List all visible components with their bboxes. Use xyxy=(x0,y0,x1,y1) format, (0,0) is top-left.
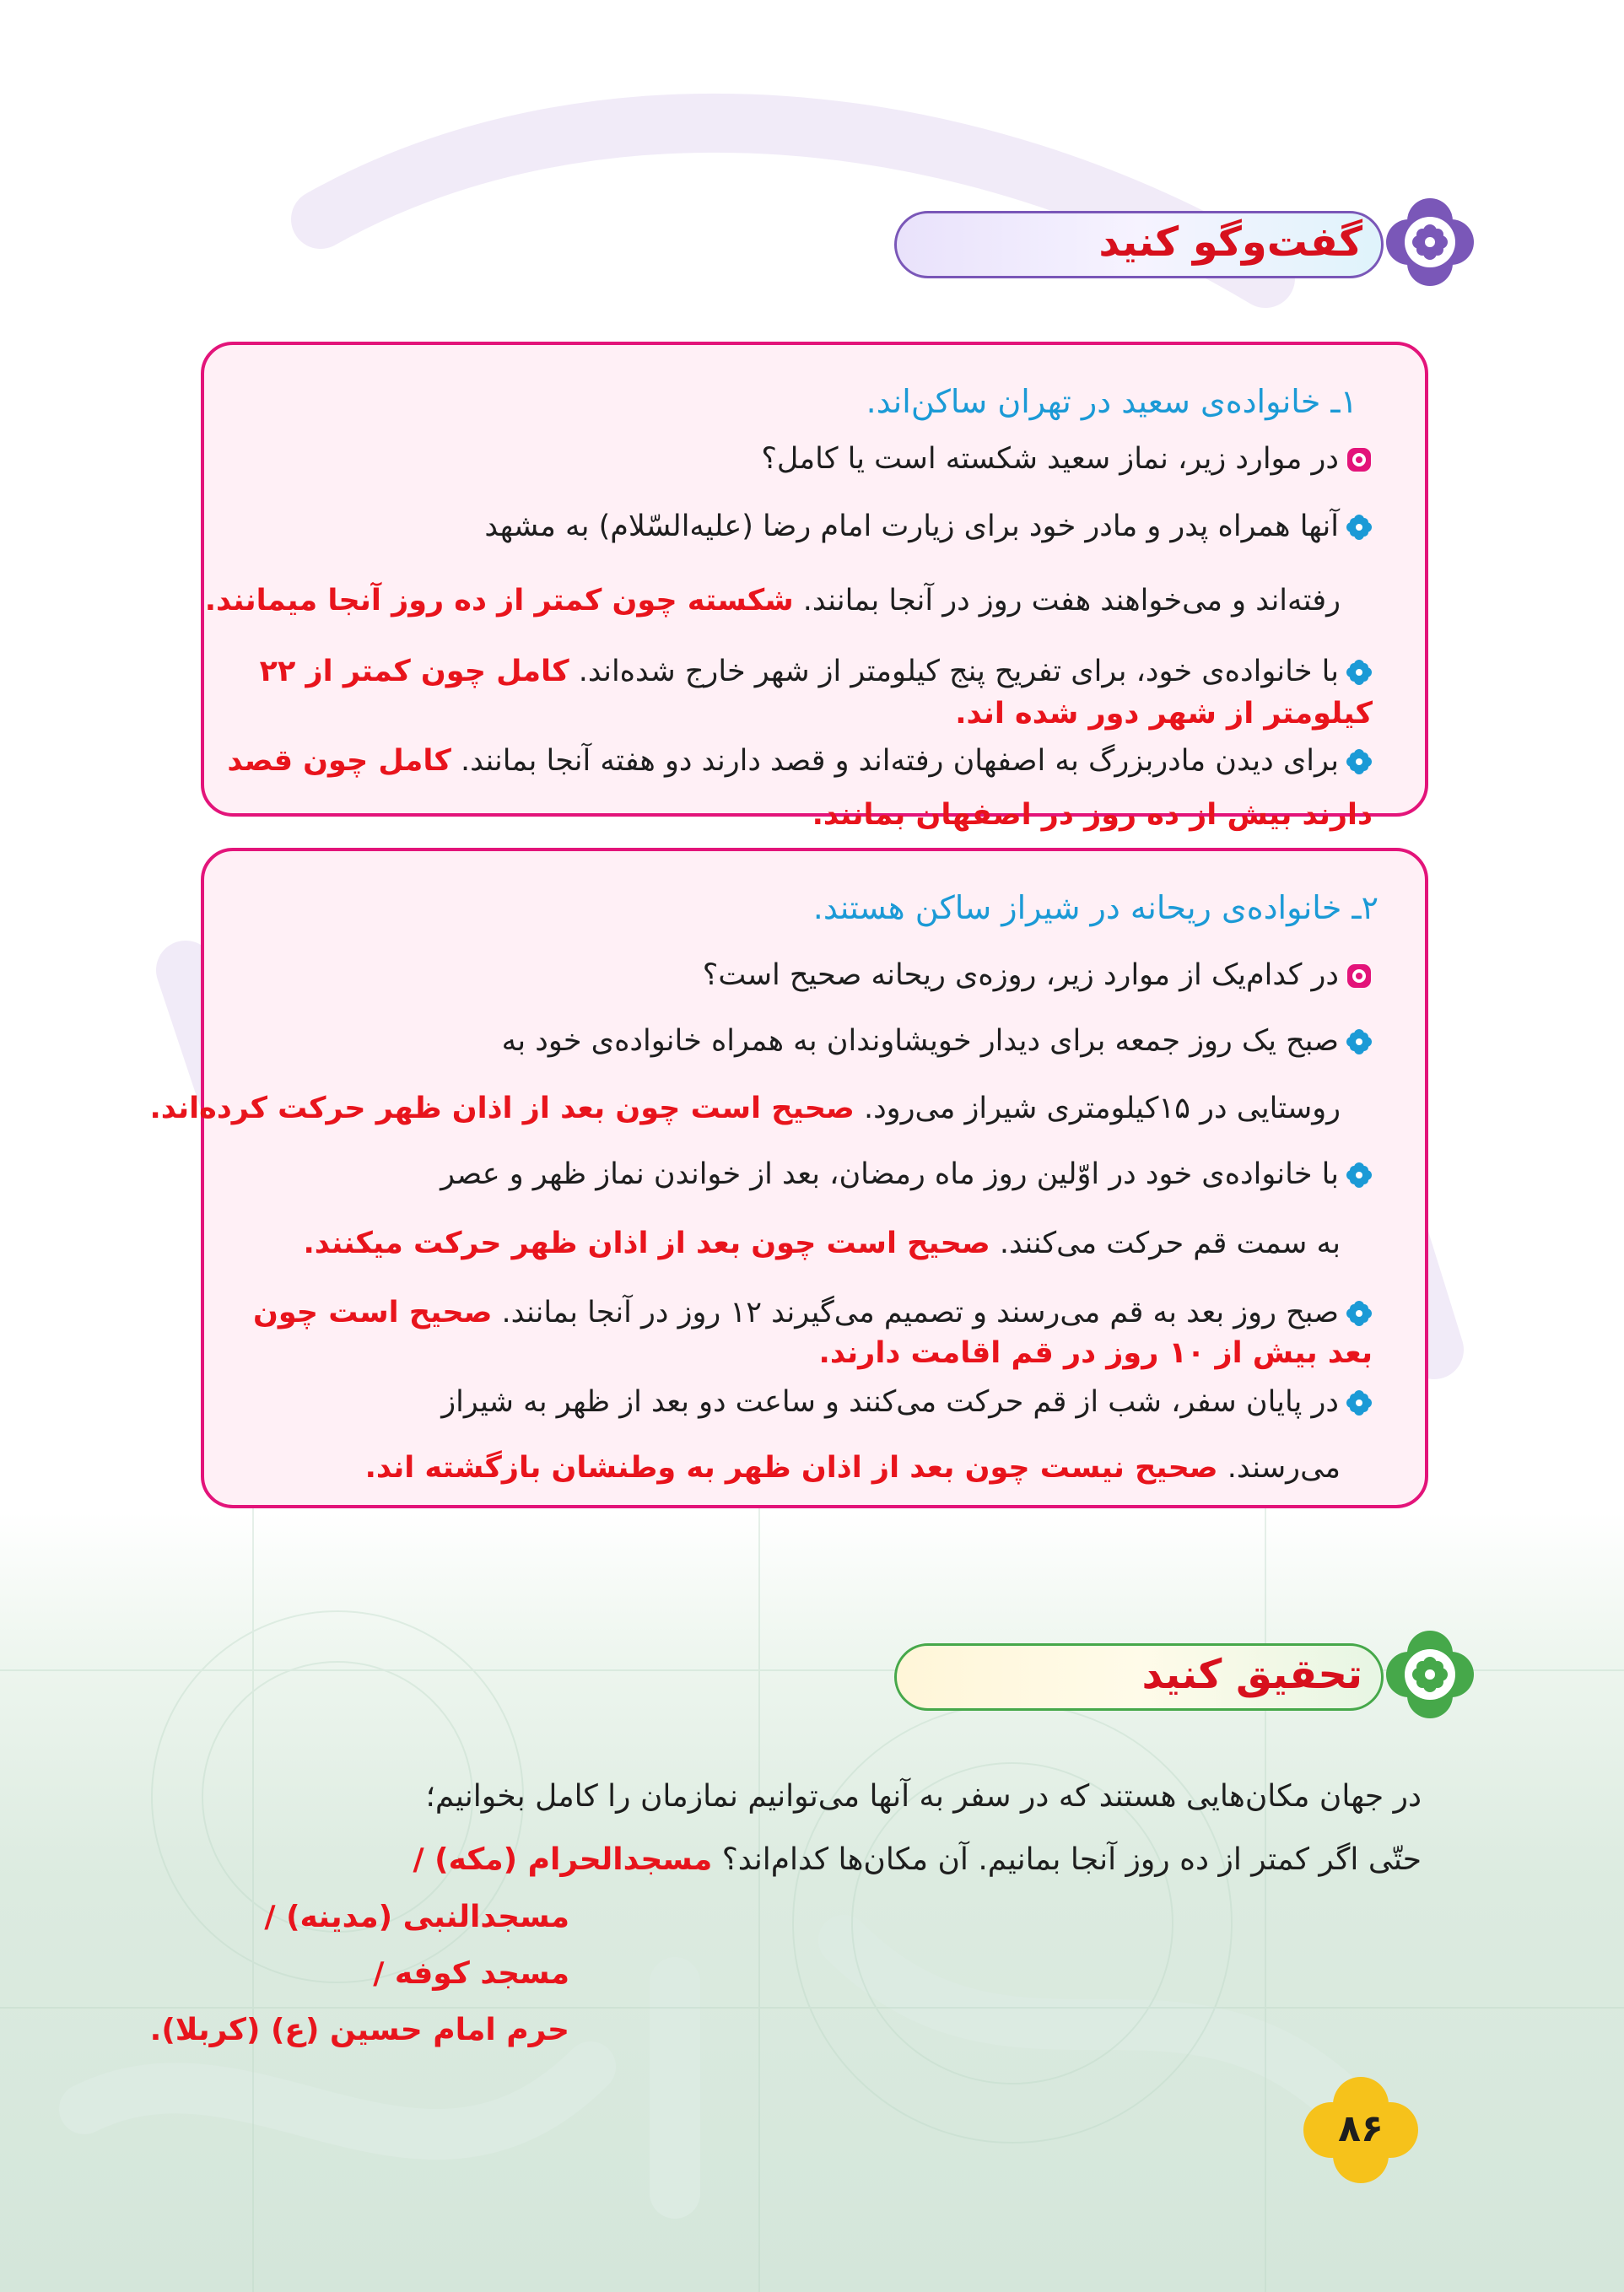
flower-bullet-icon xyxy=(1346,963,1373,990)
answer-text: کامل چون کمتر از ۲۲ xyxy=(259,655,569,688)
question-box-1 xyxy=(201,342,1428,832)
box2-question: در کدام‌یک از موارد زیر، روزه‌ی ریحانه صحیح است؟ xyxy=(703,954,1373,996)
answer-text: شکسته چون کمتر از ده روز آنجا میمانند. xyxy=(204,584,794,617)
answer-text: کامل چون قصد xyxy=(227,744,451,778)
box2-item3-answer: بعد بیش از ۱۰ روز در قم اقامت دارند. xyxy=(818,1336,1373,1370)
box2-item4-line1: در پایان سفر، شب از قم حرکت می‌کنند و ساعت دو بعد از ظهر به شیراز xyxy=(441,1381,1373,1423)
answer-text: صحیح است چون بعد از اذان ظهر حرکت میکنند. xyxy=(303,1227,990,1260)
box1-item2-answer: کیلومتر از شهر دور شده اند. xyxy=(955,697,1373,731)
section-header-discuss xyxy=(894,196,1476,289)
box1-item3-line1: برای دیدن مادربزرگ به اصفهان رفته‌اند و قصد دارند دو هفته آنجا بمانند. کامل چون قصد xyxy=(227,740,1373,782)
box2-item4-line2: می‌رسند. صحیح نیست چون بعد از اذان ظهر به وطنشان بازگشته اند. xyxy=(364,1451,1341,1485)
box2-item3-line1: صبح روز بعد به قم می‌رسند و تصمیم می‌گیرند ۱۲ روز در آنجا بمانند. صحیح است چون xyxy=(253,1292,1373,1334)
star-bullet-icon xyxy=(1346,1162,1373,1189)
flower-badge-icon xyxy=(1384,196,1476,289)
star-bullet-icon xyxy=(1346,514,1373,541)
box2-item2-line2: به سمت قم حرکت می‌کنند. صحیح است چون بعد از اذان ظهر حرکت میکنند. xyxy=(303,1227,1341,1260)
star-bullet-icon xyxy=(1346,1300,1373,1327)
star-bullet-icon xyxy=(1346,659,1373,686)
flower-badge-icon xyxy=(1384,1628,1476,1721)
answer-text: صحیح است چون بعد از اذان ظهر حرکت کرده‌اند. xyxy=(149,1092,855,1125)
star-bullet-icon xyxy=(1346,1389,1373,1416)
star-bullet-icon xyxy=(1346,748,1373,775)
section-header-research xyxy=(894,1628,1476,1721)
section-title: تحقیق کنید xyxy=(1141,1651,1362,1698)
star-bullet-icon xyxy=(1346,1028,1373,1055)
box2-item2-line1: با خانواده‌ی خود در اوّلین روز ماه رمضان، بعد از خواندن نماز ظهر و عصر xyxy=(440,1153,1373,1195)
flower-bullet-icon xyxy=(1346,446,1373,473)
box1-item1-line1: آنها همراه پدر و مادر خود برای زیارت امام رضا (علیه‌السّلام) به مشهد xyxy=(484,505,1373,547)
page-number: ۸۶ xyxy=(1338,2107,1384,2150)
answer-text: صحیح است چون xyxy=(252,1296,493,1329)
answer-text: صحیح نیست چون بعد از اذان ظهر به وطنشان بازگشته اند. xyxy=(364,1451,1218,1485)
research-answer-4: حرم امام حسین (ع) (کربلا). xyxy=(149,2013,569,2047)
research-line-2: حتّی اگر کمتر از ده روز آنجا بمانیم. آن مکان‌ها کدام‌اند؟ مسجدالحرام (مکه) / xyxy=(413,1842,1422,1877)
page-number-badge xyxy=(1298,2075,1424,2185)
box2-item1-line2: روستایی در ۱۵کیلومتری شیراز می‌رود. صحیح است چون بعد از اذان ظهر حرکت کرده‌اند. xyxy=(149,1092,1341,1125)
box2-subtitle: ۲ـ خانواده‌ی ریحانه در شیراز ساکن هستند. xyxy=(812,889,1379,926)
box1-item1-line2: رفته‌اند و می‌خواهند هفت روز در آنجا بمانند. شکسته چون کمتر از ده روز آنجا میمانند. xyxy=(204,584,1341,617)
box1-subtitle: ۱ـ خانواده‌ی سعید در تهران ساکن‌اند. xyxy=(866,383,1357,420)
research-answer-3: مسجد کوفه / xyxy=(373,1956,569,1991)
box1-item3-answer: دارند بیش از ده روز در اصفهان بمانند. xyxy=(812,798,1373,832)
box2-item1-line1: صبح یک روز جمعه برای دیدار خویشاوندان به همراه خانواده‌ی خود به xyxy=(502,1020,1373,1062)
section-title: گفت‌وگو کنید xyxy=(1098,218,1362,266)
box1-question: در موارد زیر، نماز سعید شکسته است یا کامل؟ xyxy=(761,438,1373,480)
box1-item2-line1: با خانواده‌ی خود، برای تفریح پنج کیلومتر از شهر خارج شده‌اند. کامل چون کمتر از ۲۲ xyxy=(260,650,1373,693)
answer-text: مسجدالحرام (مکه) / xyxy=(413,1842,713,1877)
research-answer-2: مسجدالنبی (مدینه) / xyxy=(264,1900,569,1934)
question-box-2 xyxy=(149,848,1428,1508)
research-line-1: در جهان مکان‌هایی هستند که در سفر به آنها می‌توانیم نمازمان را کامل بخوانیم؛ xyxy=(425,1779,1422,1814)
